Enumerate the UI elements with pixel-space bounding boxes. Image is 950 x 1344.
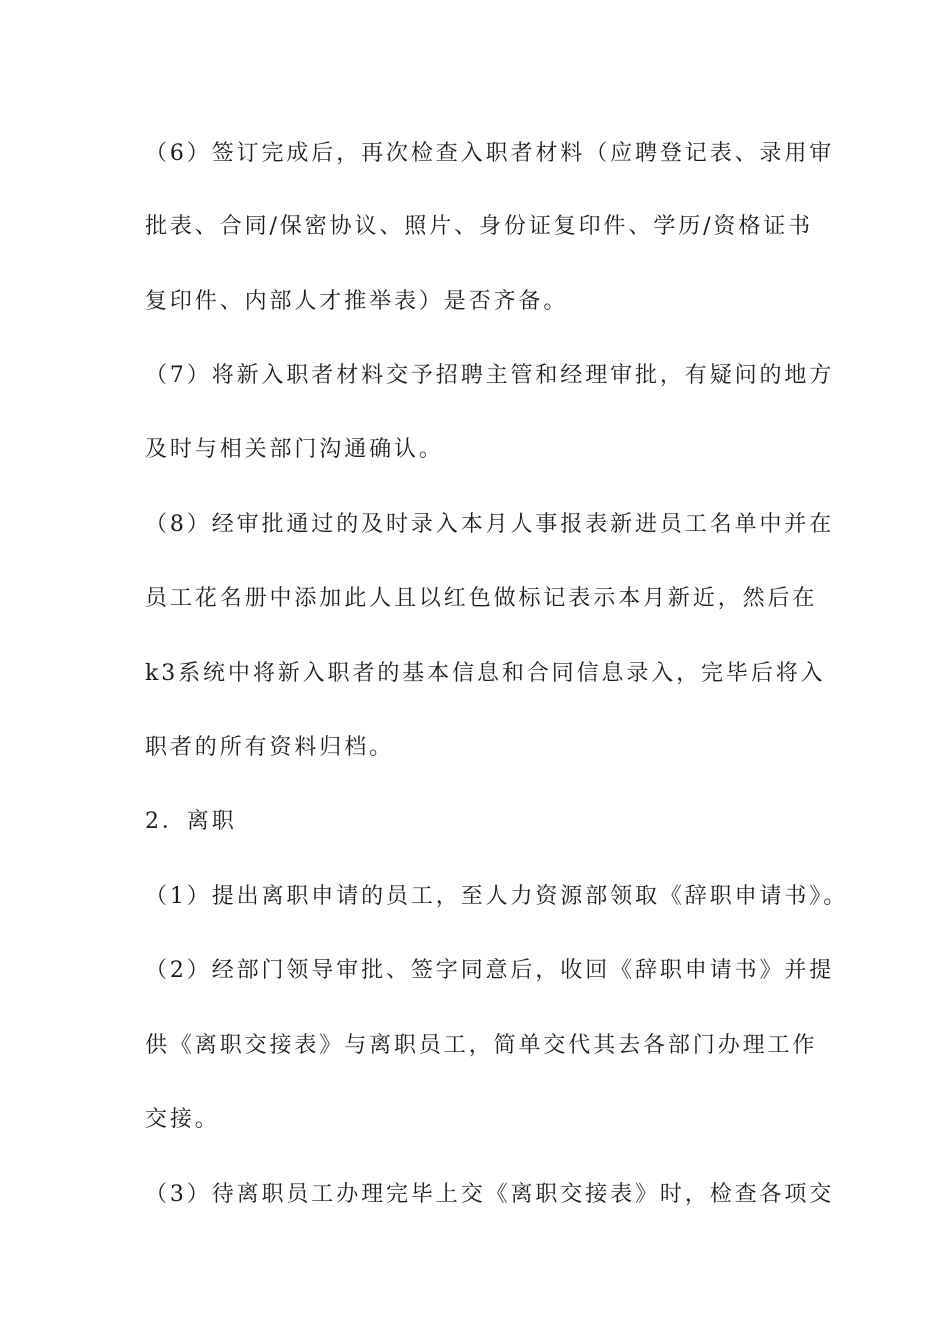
paragraph-8-line-3: k3系统中将新入职者的基本信息和合同信息录入，完毕后将入 (145, 661, 826, 686)
resignation-step-2-line-2: 供《离职交接表》与离职员工，简单交代其去各部门办理工作 (145, 1033, 818, 1058)
paragraph-8-line-4: 职者的所有资料归档。 (145, 735, 395, 760)
resignation-step-2-line-1: （2）经部门领导审批、签字同意后，收回《辞职申请书》并提 (145, 958, 835, 983)
resignation-step-3-line-1: （3）待离职员工办理完毕上交《离职交接表》时，检查各项交 (145, 1182, 835, 1207)
paragraph-8-line-2: 员工花名册中添加此人且以红色做标记表示本月新近，然后在 (145, 586, 818, 611)
paragraph-6-line-2: 批表、合同/保密协议、照片、身份证复印件、学历/资格证书 (145, 214, 814, 239)
section-heading-resignation: 2．离职 (145, 809, 237, 834)
paragraph-8-line-1: （8）经审批通过的及时录入本月人事报表新进员工名单中并在 (145, 512, 835, 537)
paragraph-7-line-2: 及时与相关部门沟通确认。 (145, 437, 444, 462)
resignation-step-2-line-3: 交接。 (145, 1107, 220, 1132)
paragraph-6-line-1: （6）签订完成后，再次检查入职者材料（应聘登记表、录用审 (145, 141, 835, 166)
paragraph-7-line-1: （7）将新入职者材料交予招聘主管和经理审批，有疑问的地方 (145, 363, 835, 388)
resignation-step-1: （1）提出离职申请的员工，至人力资源部领取《辞职申请书》。 (145, 884, 849, 909)
paragraph-6-line-3: 复印件、内部人才推举表）是否齐备。 (145, 289, 569, 314)
